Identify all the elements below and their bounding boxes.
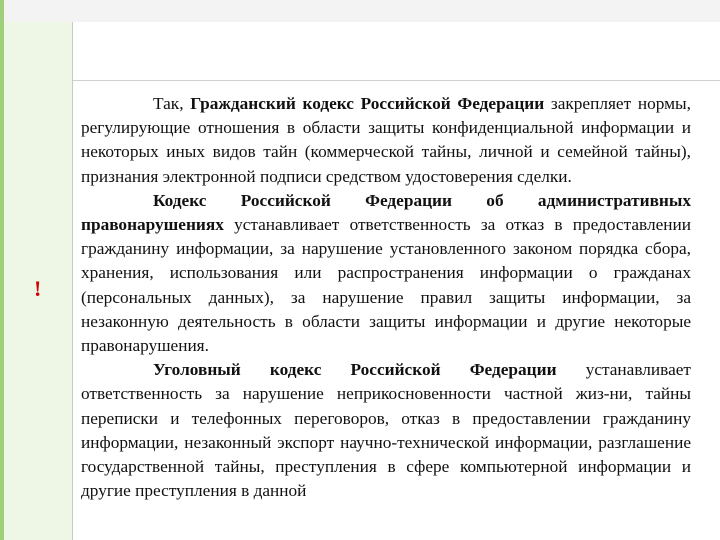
paragraph-text: закрепляет нормы, регулирующие отношения в области защиты конфиденциальной информации и некоторых иных видов тайн (коммерческой тайны, личной и семейной тайны), признания электронной подписи средством удостоверения сделки. (81, 94, 691, 186)
header-rule (73, 80, 720, 81)
paragraph-lead: Так, (153, 94, 191, 113)
panel-divider (72, 22, 73, 540)
left-accent-edge (0, 0, 4, 540)
paragraph-civil-code (81, 92, 691, 189)
paragraph-admin-code (81, 189, 691, 358)
admin-code-title: Кодекс Российской Федерации об административных правонарушениях (81, 190, 691, 235)
top-strip (0, 0, 720, 23)
paragraph-criminal-code (81, 358, 691, 503)
body-text (81, 92, 691, 503)
paragraph-text: устанавливает ответственность за нарушение неприкосновенности частной жиз-ни, тайны переписки и телефонных переговоров, отказ в предоставлении гражданину информации, незаконный экспорт научно-технической информации, разглашение государственной тайны, преступления в сфере компьютерной информации и другие преступления в данной (81, 360, 691, 501)
criminal-code-title: Уголовный кодекс Российской Федерации (153, 360, 557, 380)
header-area (73, 22, 720, 80)
exclamation-marker: ! (34, 276, 42, 301)
civil-code-title: Гражданский кодекс Российской Федерации (190, 94, 545, 113)
paragraph-text: устанавливает ответственность за отказ в предоставлении гражданину информации, за нарушение установленного законом порядка сбора, хранения, использования или распространения информации о гражданах (персональных данных), за нарушение правил защиты информации, за незаконную деятельность в области защиты информации и другие некоторые правонарушения. (81, 215, 691, 356)
